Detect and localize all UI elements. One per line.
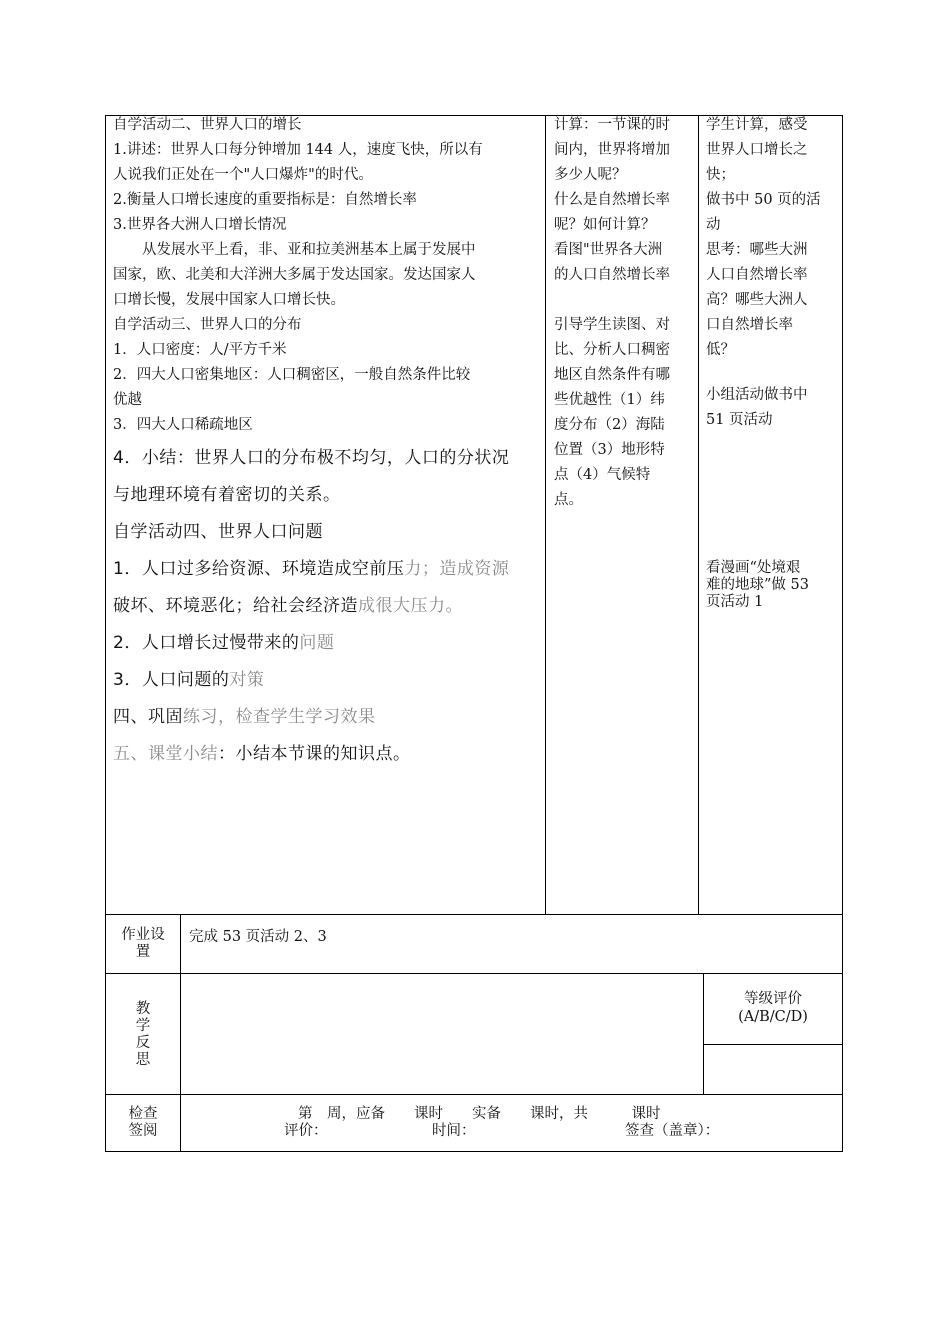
- teacher-line: 位置（3）地形特: [554, 442, 665, 458]
- check-sign-label: [625, 1123, 719, 1140]
- student-line: 做书中 50 页的活: [706, 192, 821, 208]
- item-review-dark: 四、巩固: [113, 707, 183, 727]
- teacher-line: 些优越性（1）纬: [554, 392, 665, 408]
- teacher-line: 点。: [554, 492, 583, 508]
- teacher-line: 看图"世界各大洲: [554, 242, 663, 258]
- table-bottom-border: [105, 1151, 843, 1152]
- reflection-label-char: 学: [135, 1018, 151, 1034]
- item3-1: 1．人口密度：人/平方千米: [113, 342, 287, 358]
- table-right-border: [842, 115, 843, 1152]
- col-divider-student: [698, 115, 699, 915]
- item3-2b: 优越: [113, 392, 142, 408]
- student-line: 高？哪些大洲人: [706, 292, 808, 308]
- item4-1b: [113, 588, 543, 625]
- item3-4b: 与地理环境有着密切的关系。: [113, 485, 341, 505]
- teacher-activity-cell: [554, 113, 694, 513]
- homework-label-line: 作业设: [121, 927, 165, 943]
- table-left-border: [105, 115, 106, 1152]
- row-divider-homework: [105, 914, 843, 915]
- item-review: [113, 699, 543, 736]
- homework-label-line: 置: [135, 944, 151, 960]
- section2-title: 自学活动二、世界人口的增长: [113, 117, 302, 133]
- student-line: 51 页活动: [706, 412, 773, 428]
- reflection-label-char: 反: [135, 1035, 151, 1051]
- para-c: 口增长慢，发展中国家人口增长快。: [113, 292, 345, 308]
- reflection-content[interactable]: [181, 974, 703, 1094]
- student-line: 人口自然增长率: [706, 267, 808, 283]
- item-summary-dark: ：小结本节课的知识点。: [218, 744, 411, 764]
- check-time-label: [432, 1123, 476, 1140]
- reflection-label-char: 教: [135, 1001, 151, 1017]
- section3-title: 自学活动三、世界人口的分布: [113, 317, 302, 333]
- reflection-label: [106, 1001, 180, 1069]
- student-line: 口自然增长率: [706, 317, 793, 333]
- check-label-line: 检查: [128, 1106, 158, 1122]
- item2-1a: 1.讲述：世界人口每分钟增加 144 人，速度飞快，所以有: [113, 142, 483, 158]
- main-content-cell: [113, 113, 543, 773]
- item4-1a-gray: 力；造成资源: [404, 559, 510, 579]
- check-eval-label: [284, 1123, 328, 1140]
- teacher-line: 间内，世界将增加: [554, 142, 670, 158]
- item4-2-gray: 问题: [299, 633, 335, 653]
- student-line: 小组活动做书中: [706, 387, 808, 403]
- item2-1b: 人说我们正处在一个"人口爆炸"的时代。: [113, 167, 373, 183]
- section4-title: 自学活动四、世界人口问题: [113, 522, 323, 542]
- item4-2: [113, 625, 543, 662]
- para-b: 国家，欧、北美和大洋洲大多属于发达国家。发达国家人: [113, 267, 476, 283]
- teacher-line: 比、分析人口稠密: [554, 342, 670, 358]
- col-divider-teacher: [545, 115, 546, 915]
- grade-label: 等级评价: [744, 991, 802, 1007]
- teacher-line: 呢？如何计算？: [554, 217, 656, 233]
- teacher-spacer: [554, 288, 694, 313]
- item-review-gray: 练习，检查学生学习效果: [183, 707, 376, 727]
- student-comic-note: [706, 560, 840, 611]
- item2-3: 3.世界各大洲人口增长情况: [113, 217, 287, 233]
- check-label-line: 签阅: [128, 1123, 158, 1139]
- teacher-line: 什么是自然增长率: [554, 192, 670, 208]
- teacher-line: 计算：一节课的时: [554, 117, 670, 133]
- item3-4a: 4．小结：世界人口的分布极不均匀，人口的分状况: [113, 448, 510, 468]
- item4-3-gray: 对策: [229, 670, 265, 690]
- teacher-line: 地区自然条件有哪: [554, 367, 670, 383]
- check-time-text: 时间：: [432, 1123, 476, 1139]
- teacher-line: 度分布（2）海陆: [554, 417, 665, 433]
- teacher-line: 多少人呢？: [554, 167, 627, 183]
- item-summary-gray: 五、课堂小结: [113, 744, 218, 764]
- student-line: 页活动 1: [706, 594, 764, 610]
- item4-3-dark: 3．人口问题的: [113, 670, 230, 690]
- student-line: 低？: [706, 342, 735, 358]
- homework-content: [189, 925, 689, 950]
- item3-2a: 2．四大人口密集地区：人口稠密区，一般自然条件比较: [113, 367, 471, 383]
- item4-1a-dark: 1．人口过多给资源、环境造成空前压: [113, 559, 405, 579]
- student-line: 学生计算，感受: [706, 117, 808, 133]
- student-line: 看漫画“处境艰: [706, 560, 801, 576]
- check-eval-text: 评价：: [284, 1123, 328, 1139]
- grade-evaluation: [704, 990, 842, 1026]
- student-line: 动: [706, 217, 721, 233]
- student-activity-cell: [706, 113, 840, 433]
- teacher-line: 引导学生读图、对: [554, 317, 670, 333]
- check-sign-text: 签查（盖章）：: [625, 1123, 720, 1139]
- student-line: 思考：哪些大洲: [706, 242, 808, 258]
- student-spacer: [706, 363, 840, 383]
- item4-1b-gray: 成很大压力。: [358, 596, 463, 616]
- student-line: 快；: [706, 167, 735, 183]
- para-a: 从发展水平上看，非、亚和拉美洲基本上属于发展中: [142, 242, 476, 258]
- item-summary: [113, 736, 543, 773]
- check-schedule-text: 第 周，应备 课时 实备 课时，共 课时: [298, 1106, 661, 1122]
- grade-input[interactable]: [704, 1045, 842, 1094]
- item2-2: 2.衡量人口增长速度的重要指标是：自然增长率: [113, 192, 417, 208]
- teacher-line: 点（4）气候特: [554, 467, 651, 483]
- item4-2-dark: 2．人口增长过慢带来的: [113, 633, 300, 653]
- row-divider-check: [105, 1094, 843, 1095]
- grade-options: (A/B/C/D): [738, 1009, 808, 1025]
- teacher-line: 的人口自然增长率: [554, 267, 670, 283]
- item4-3: [113, 662, 543, 699]
- item4-1b-dark: 破坏、环境恶化；给社会经济造: [113, 596, 358, 616]
- check-label: [106, 1106, 180, 1140]
- check-line1: [298, 1106, 661, 1123]
- homework-label: [106, 927, 180, 961]
- student-line: 难的地球”做 53: [706, 577, 809, 593]
- homework-text: 完成 53 页活动 2、3: [189, 929, 327, 945]
- item3-3: 3．四大人口稀疏地区: [113, 417, 253, 433]
- item4-1a: [113, 551, 543, 588]
- reflection-label-char: 思: [135, 1052, 151, 1068]
- student-line: 世界人口增长之: [706, 142, 808, 158]
